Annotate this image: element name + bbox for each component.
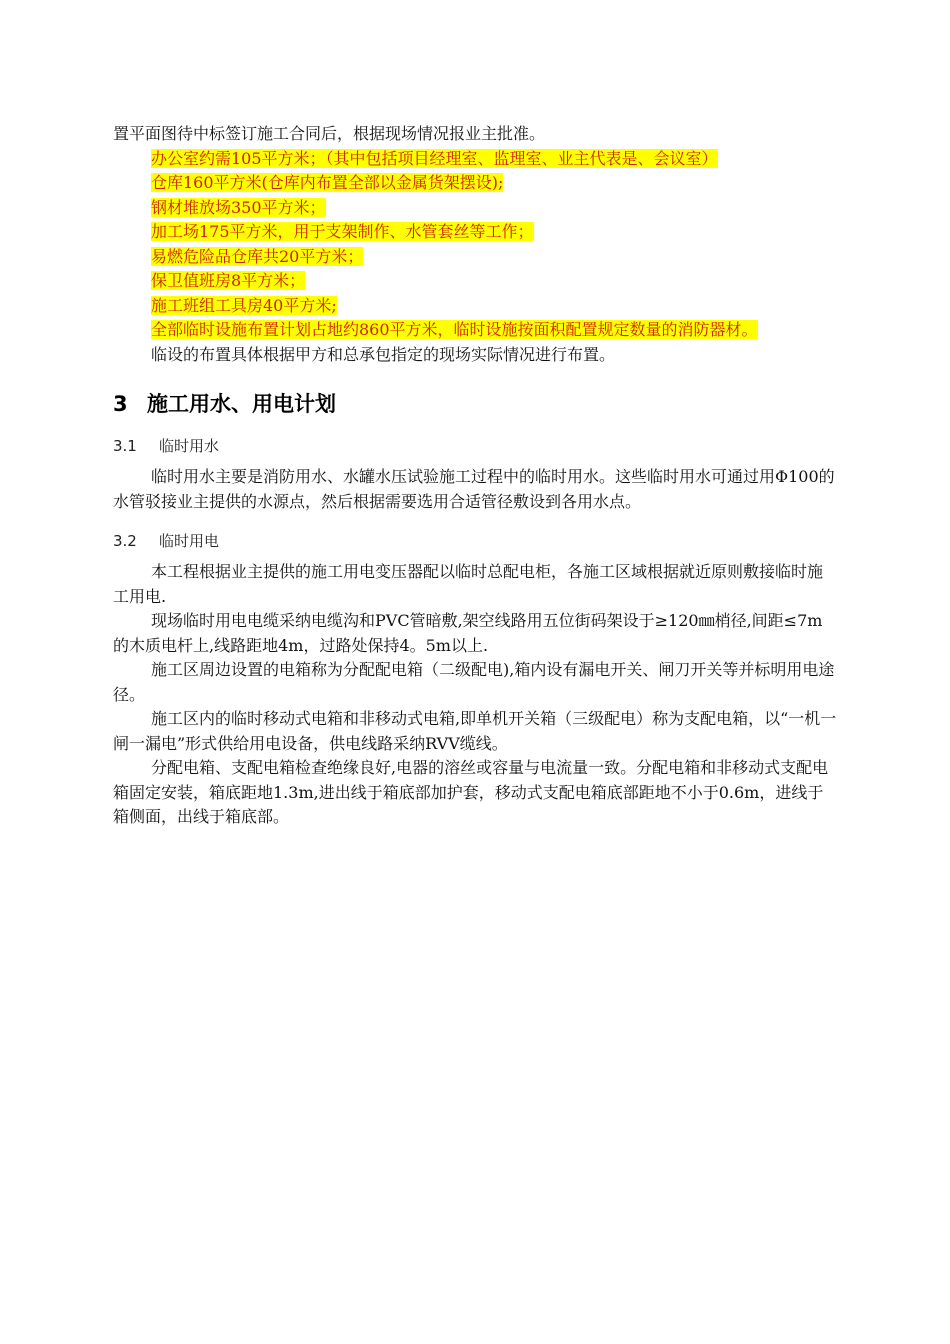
body-paragraph: 分配电箱、支配电箱检查绝缘良好,电器的溶丝或容量与电流量一致。分配电箱和非移动式支配电箱固定安装，箱底距地1.3m,进出线于箱底部加护套，移动式支配电箱底部距地不小于0.6m，进线于箱侧面，出线于箱底部。 <box>113 758 829 826</box>
subsection-body-3-2 <box>113 560 837 830</box>
facility-item: 办公室约需105平方米；（其中包括项目经理室、监理室、业主代表是、会议室） <box>151 148 718 168</box>
body-paragraph: 现场临时用电电缆采纳电缆沟和PVC管暗敷,架空线路用五位街码架设于≥120㎜梢径,间距≤7m的木质电杆上,线路距地4m，过路处保持4。5m以上. <box>113 611 823 655</box>
body-paragraph: 本工程根据业主提供的施工用电变压器配以临时总配电柜，各施工区域根据就近原则敷接临时施工用电. <box>113 562 824 606</box>
section-title: 施工用水、用电计划 <box>147 392 336 416</box>
facility-item: 钢材堆放场350平方米； <box>151 197 326 217</box>
facility-item: 保卫值班房8平方米； <box>151 271 306 290</box>
section-number: 3 <box>113 392 128 416</box>
section-heading-3 <box>113 389 837 419</box>
subsection-number: 3.2 <box>113 532 137 550</box>
facility-item: 加工场175平方米，用于支架制作、水管套丝等工作； <box>151 222 534 241</box>
subsection-heading-3-1 <box>113 435 837 457</box>
facility-item: 全部临时设施布置计划占地约860平方米，临时设施按面积配置规定数量的消防器材。 <box>151 320 758 339</box>
subsection-body-3-1 <box>113 465 837 514</box>
body-paragraph: 施工区周边设置的电箱称为分配配电箱（二级配电),箱内设有漏电开关、闸刀开关等并标明用电途径。 <box>113 660 835 704</box>
facility-item: 施工班组工具房40平方米; <box>151 295 337 315</box>
layout-note-paragraph: 临设的布置具体根据甲方和总承包指定的现场实际情况进行布置。 <box>151 344 616 364</box>
subsection-title: 临时用水 <box>159 437 220 455</box>
facility-list <box>113 147 837 343</box>
facility-item: 仓库160平方米(仓库内布置全部以金属货架摆设); <box>151 173 504 192</box>
subsection-heading-3-2 <box>113 530 837 552</box>
subsection-title: 临时用电 <box>159 532 220 550</box>
document-body <box>113 122 837 830</box>
body-paragraph: 临时用水主要是消防用水、水罐水压试验施工过程中的临时用水。这些临时用水可通过用Φ100的水管驳接业主提供的水源点，然后根据需要选用合适管径敷设到各用水点。 <box>113 467 835 511</box>
facility-item: 易燃危险品仓库共20平方米； <box>151 246 364 266</box>
body-paragraph: 施工区内的临时移动式电箱和非移动式电箱,即单机开关箱（三级配电）称为支配电箱，以“一机一闸一漏电”形式供给用电设备，供电线路采纳RVV缆线。 <box>113 709 837 753</box>
intro-paragraph: 置平面图待中标签订施工合同后，根据现场情况报业主批准。 <box>113 124 546 143</box>
subsection-number: 3.1 <box>113 437 137 455</box>
